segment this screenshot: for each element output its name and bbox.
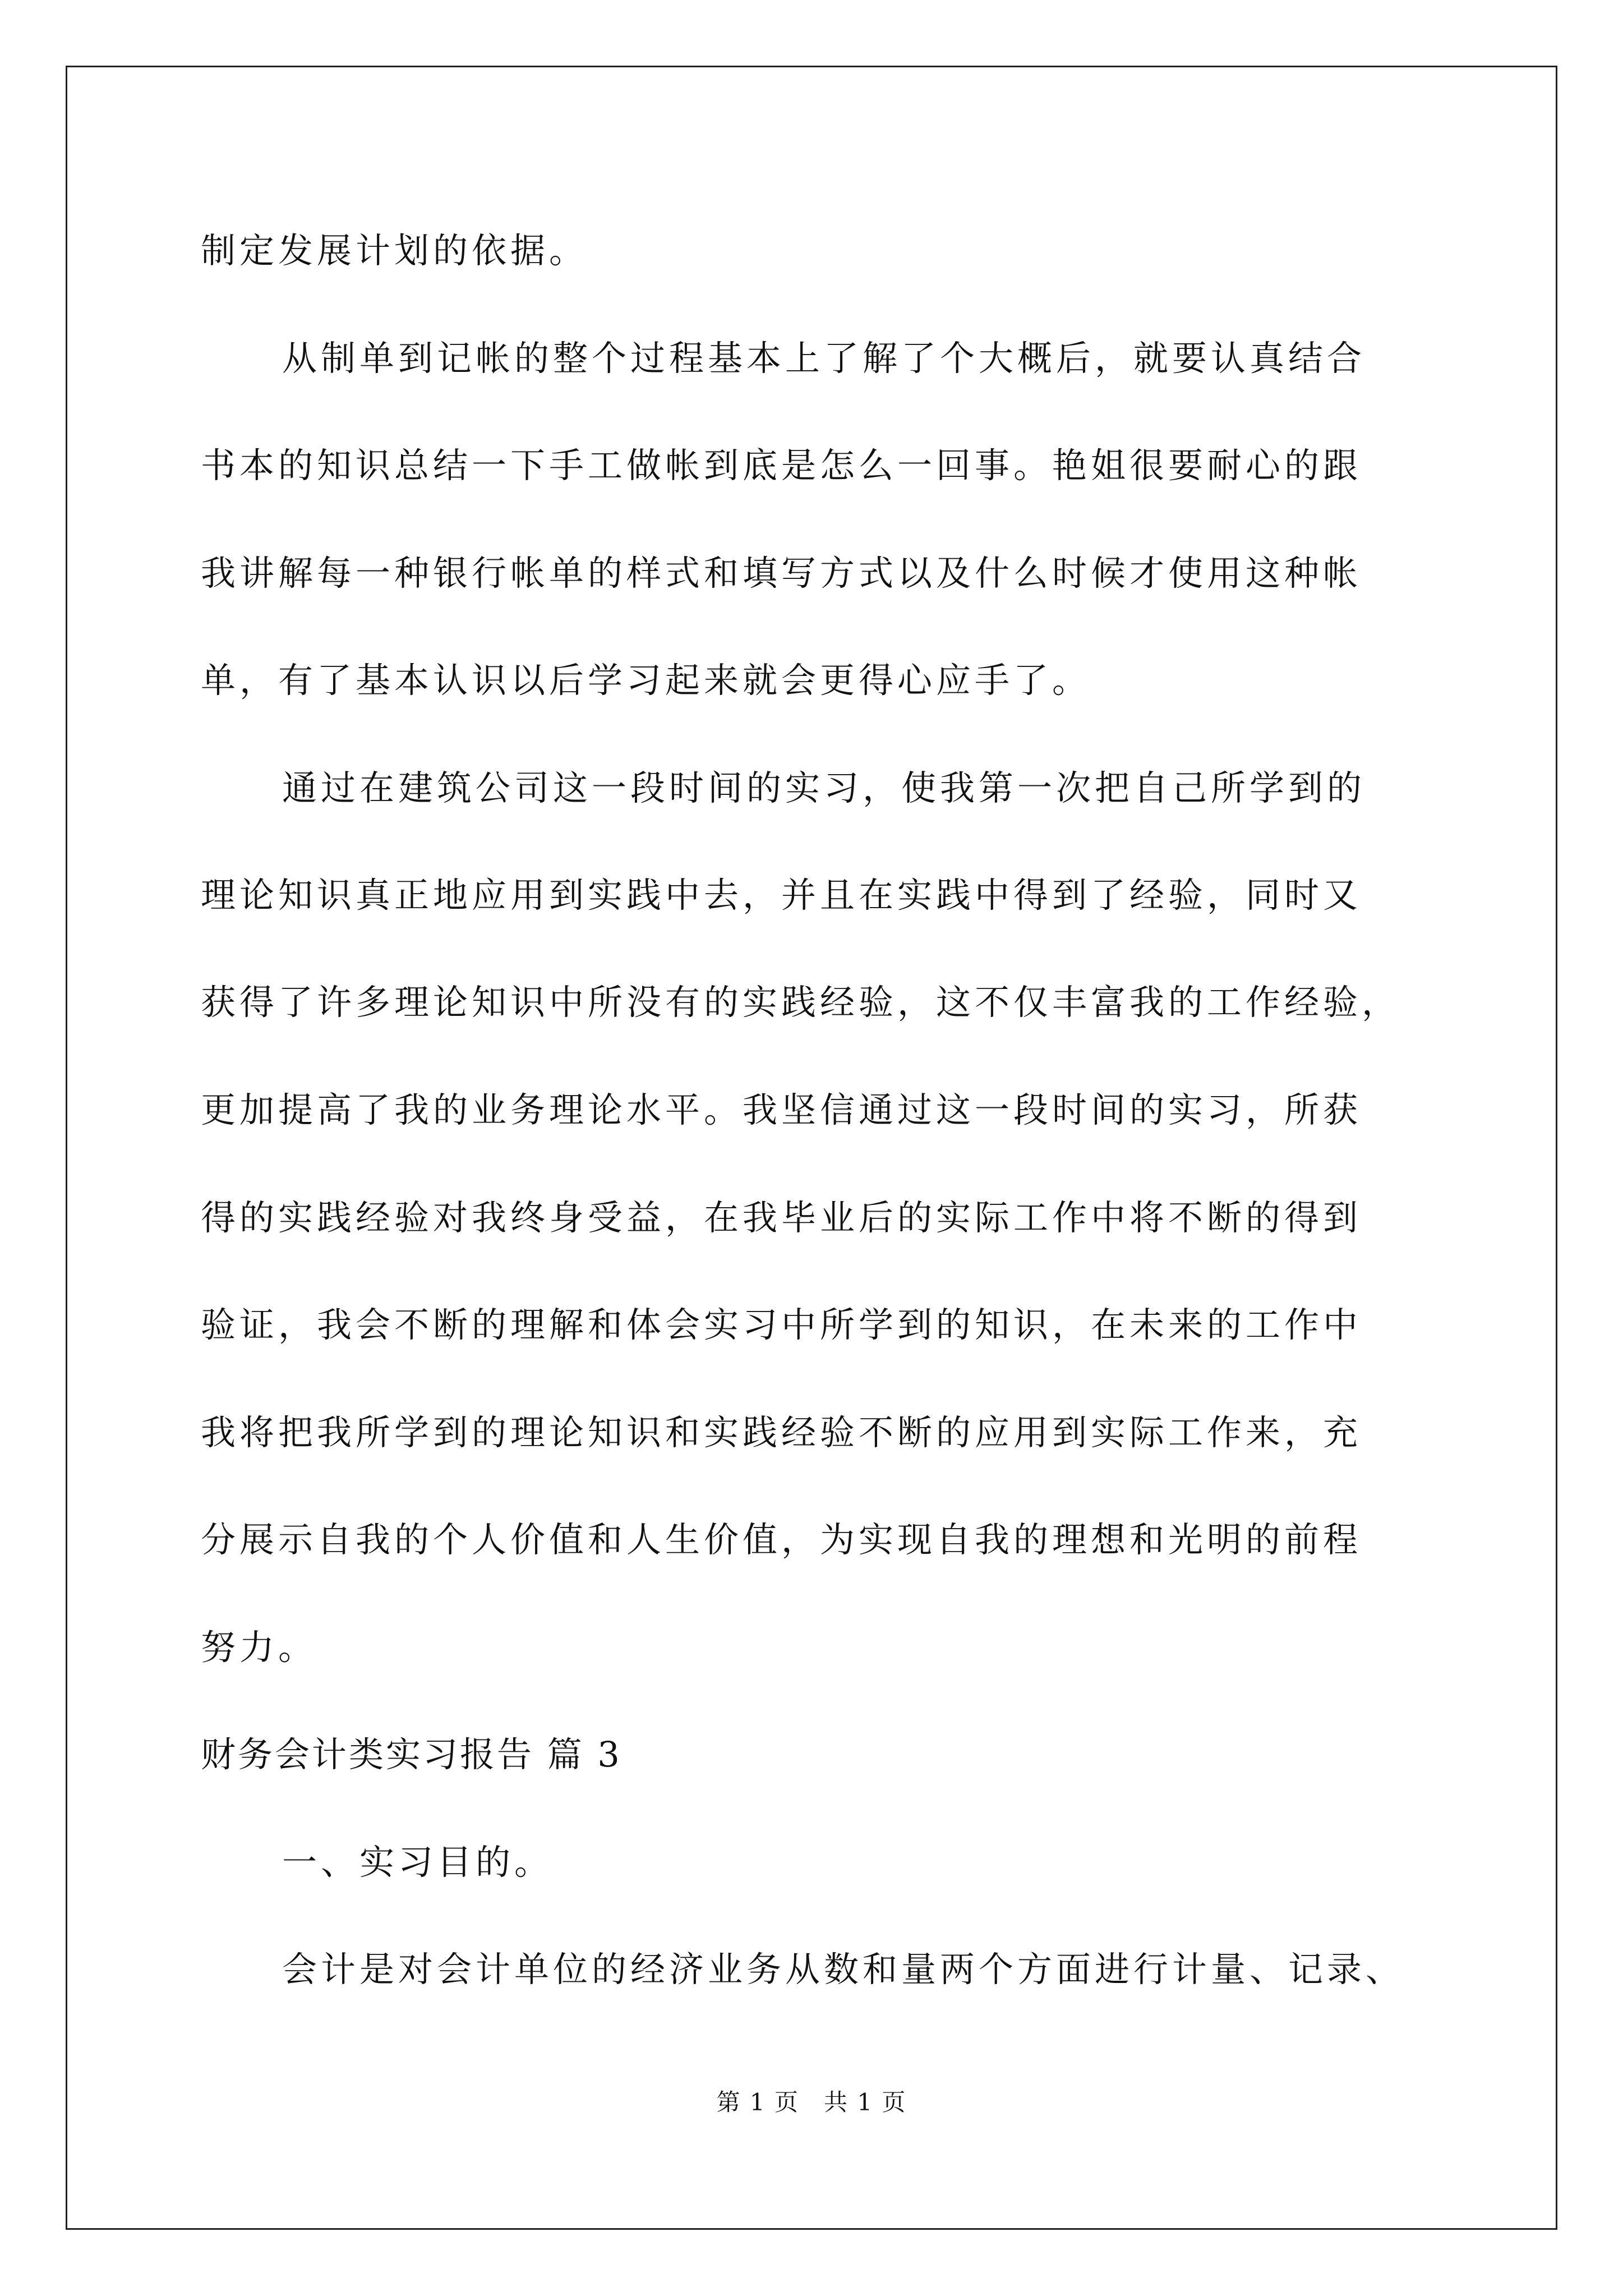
text-line: 单，有了基本认识以后学习起来就会更得心应手了。 [201, 660, 1091, 701]
text-line: 努力。 [201, 1627, 317, 1668]
page-footer: 第 1 页 共 1 页 [716, 2088, 907, 2116]
text-line: 理论知识真正地应用到实践中去，并且在实践中得到了经验，同时又 [201, 875, 1362, 915]
text-line: 我讲解每一种银行帐单的样式和填写方式以及什么时候才使用这种帐 [201, 553, 1362, 593]
text-line: 一、实习目的。 [282, 1842, 554, 1883]
page-border [66, 66, 1557, 2230]
text-line: 获得了许多理论知识中所没有的实践经验，这不仅丰富我的工作经验， [201, 982, 1401, 1023]
section-heading: 财务会计类实习报告 篇 3 [201, 1734, 622, 1775]
text-line: 分展示自我的个人价值和人生价值，为实现自我的理想和光明的前程 [201, 1519, 1362, 1560]
text-line: 验证，我会不断的理解和体会实习中所学到的知识，在未来的工作中 [201, 1304, 1362, 1345]
text-line: 更加提高了我的业务理论水平。我坚信通过这一段时间的实习，所获 [201, 1089, 1362, 1130]
text-line: 制定发展计划的依据。 [201, 230, 588, 271]
text-line: 得的实践经验对我终身受益，在我毕业后的实际工作中将不断的得到 [201, 1197, 1362, 1238]
text-line: 从制单到记帐的整个过程基本上了解了个大概后，就要认真结合 [282, 338, 1366, 379]
text-line: 会计是对会计单位的经济业务从数和量两个方面进行计量、记录、 [282, 1949, 1405, 1990]
text-line: 我将把我所学到的理论知识和实践经验不断的应用到实际工作来，充 [201, 1412, 1362, 1453]
text-line: 通过在建筑公司这一段时间的实习，使我第一次把自己所学到的 [282, 767, 1366, 808]
text-line: 书本的知识总结一下手工做帐到底是怎么一回事。艳姐很要耐心的跟 [201, 445, 1362, 486]
